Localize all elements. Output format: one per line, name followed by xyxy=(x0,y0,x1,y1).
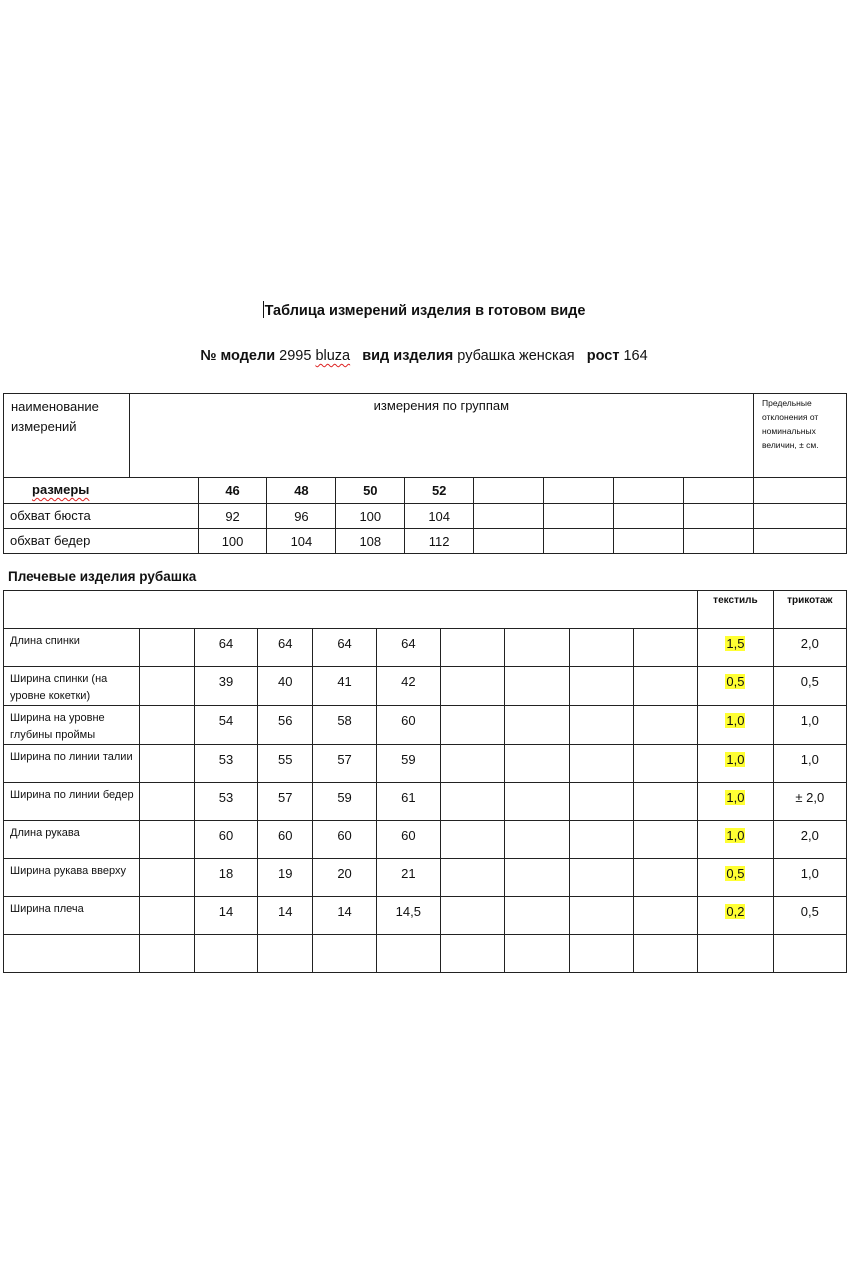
value-cell: 14 xyxy=(313,897,376,935)
row-label: обхват бедер xyxy=(4,529,199,554)
empty-cell xyxy=(440,667,504,706)
empty-cell xyxy=(505,629,569,667)
knit-cell: 2,0 xyxy=(773,821,846,859)
value-cell: 100 xyxy=(198,529,267,554)
value-cell: 14 xyxy=(194,897,257,935)
highlighted-value: 1,0 xyxy=(726,790,745,805)
header-name-cell: наименование измерений xyxy=(4,394,130,478)
knit-cell: 2,0 xyxy=(773,629,846,667)
table-header-row xyxy=(4,394,847,478)
empty-cell xyxy=(569,783,633,821)
value-cell: 60 xyxy=(376,706,440,745)
empty-cell xyxy=(698,935,773,973)
empty-cell xyxy=(569,745,633,783)
table-row xyxy=(4,706,847,745)
empty-cell xyxy=(633,897,697,935)
highlighted-value: 0,5 xyxy=(726,866,745,881)
empty-cell xyxy=(569,821,633,859)
value-cell: 60 xyxy=(313,821,376,859)
empty-cell xyxy=(440,783,504,821)
model-value: 2995 xyxy=(279,348,312,364)
empty-cell xyxy=(440,629,504,667)
sizes-row xyxy=(4,478,847,504)
type-label: вид изделия xyxy=(362,348,454,364)
value-cell: 61 xyxy=(376,783,440,821)
empty-cell xyxy=(139,783,194,821)
empty-cell xyxy=(684,504,754,529)
knit-cell: ± 2,0 xyxy=(773,783,846,821)
header-group-cell: измерения по группам xyxy=(129,394,753,478)
table-row xyxy=(4,859,847,897)
empty-cell xyxy=(773,935,846,973)
value-cell: 53 xyxy=(194,783,257,821)
empty-cell xyxy=(753,529,846,554)
model-code: bluza xyxy=(315,348,351,364)
empty-cell xyxy=(505,667,569,706)
empty-cell xyxy=(569,706,633,745)
value-cell: 39 xyxy=(194,667,257,706)
empty-cell xyxy=(474,504,544,529)
table-row xyxy=(4,745,847,783)
empty-cell xyxy=(139,629,194,667)
empty-cell xyxy=(194,935,257,973)
textile-cell xyxy=(698,859,773,897)
textile-cell xyxy=(698,706,773,745)
empty-cell xyxy=(569,667,633,706)
document-title: Таблица измерений изделия в готовом виде xyxy=(264,303,586,319)
empty-cell xyxy=(505,859,569,897)
knit-cell: 1,0 xyxy=(773,745,846,783)
row-label: обхват бюста xyxy=(4,504,199,529)
size-cell: 50 xyxy=(336,478,405,504)
row-label: Ширина плеча xyxy=(4,897,140,935)
highlighted-value: 0,2 xyxy=(726,904,745,919)
table-row xyxy=(4,897,847,935)
value-cell: 59 xyxy=(313,783,376,821)
knit-cell: 0,5 xyxy=(773,897,846,935)
highlighted-value: 1,0 xyxy=(726,713,745,728)
value-cell: 112 xyxy=(405,529,474,554)
textile-cell xyxy=(698,821,773,859)
empty-cell xyxy=(753,504,846,529)
empty-cell xyxy=(633,629,697,667)
textile-cell xyxy=(698,745,773,783)
row-label: Ширина спинки (на уровне кокетки) xyxy=(4,667,140,706)
empty-cell xyxy=(614,478,684,504)
value-cell: 18 xyxy=(194,859,257,897)
value-cell: 19 xyxy=(258,859,313,897)
textile-cell xyxy=(698,783,773,821)
empty-cell xyxy=(440,935,504,973)
empty-cell xyxy=(440,706,504,745)
header-empty-cell xyxy=(4,591,698,629)
empty-cell xyxy=(633,667,697,706)
value-cell: 60 xyxy=(258,821,313,859)
model-label: № модели xyxy=(200,348,276,364)
knit-cell: 1,0 xyxy=(773,706,846,745)
knit-cell: 0,5 xyxy=(773,667,846,706)
row-label: Длина спинки xyxy=(4,629,140,667)
empty-cell xyxy=(544,504,614,529)
value-cell: 60 xyxy=(376,821,440,859)
value-cell: 64 xyxy=(376,629,440,667)
size-cell: 52 xyxy=(405,478,474,504)
empty-cell xyxy=(139,859,194,897)
empty-cell xyxy=(505,935,569,973)
value-cell: 56 xyxy=(258,706,313,745)
value-cell: 58 xyxy=(313,706,376,745)
table-row xyxy=(4,529,847,554)
value-cell: 64 xyxy=(194,629,257,667)
empty-cell xyxy=(569,859,633,897)
empty-cell xyxy=(139,897,194,935)
row-label: Длина рукава xyxy=(4,821,140,859)
height-label: рост xyxy=(586,348,620,364)
empty-cell xyxy=(633,706,697,745)
empty-cell xyxy=(753,478,846,504)
value-cell: 64 xyxy=(313,629,376,667)
empty-cell xyxy=(544,478,614,504)
row-label: Ширина по линии бедер xyxy=(4,783,140,821)
textile-cell xyxy=(698,667,773,706)
empty-cell xyxy=(4,935,140,973)
row-label: Ширина по линии талии xyxy=(4,745,140,783)
table-row xyxy=(4,504,847,529)
table-row-empty xyxy=(4,935,847,973)
value-cell: 57 xyxy=(258,783,313,821)
value-cell: 104 xyxy=(405,504,474,529)
value-cell: 96 xyxy=(267,504,336,529)
header-textile: текстиль xyxy=(698,591,773,629)
model-line xyxy=(0,348,848,364)
value-cell: 14 xyxy=(258,897,313,935)
measurements-table xyxy=(3,590,847,973)
type-value: рубашка женская xyxy=(457,348,575,364)
empty-cell xyxy=(258,935,313,973)
value-cell: 21 xyxy=(376,859,440,897)
empty-cell xyxy=(614,529,684,554)
empty-cell xyxy=(505,821,569,859)
empty-cell xyxy=(569,935,633,973)
empty-cell xyxy=(569,897,633,935)
empty-cell xyxy=(474,478,544,504)
empty-cell xyxy=(139,935,194,973)
empty-cell xyxy=(440,745,504,783)
value-cell: 41 xyxy=(313,667,376,706)
empty-cell xyxy=(505,783,569,821)
value-cell: 53 xyxy=(194,745,257,783)
empty-cell xyxy=(139,821,194,859)
value-cell: 104 xyxy=(267,529,336,554)
empty-cell xyxy=(139,667,194,706)
empty-cell xyxy=(684,529,754,554)
empty-cell xyxy=(139,745,194,783)
value-cell: 92 xyxy=(198,504,267,529)
empty-cell xyxy=(684,478,754,504)
value-cell: 60 xyxy=(194,821,257,859)
empty-cell xyxy=(440,859,504,897)
empty-cell xyxy=(633,821,697,859)
empty-cell xyxy=(376,935,440,973)
size-cell: 46 xyxy=(198,478,267,504)
highlighted-value: 0,5 xyxy=(726,674,745,689)
empty-cell xyxy=(569,629,633,667)
empty-cell xyxy=(544,529,614,554)
value-cell: 108 xyxy=(336,529,405,554)
empty-cell xyxy=(633,859,697,897)
size-cell: 48 xyxy=(267,478,336,504)
value-cell: 59 xyxy=(376,745,440,783)
empty-cell xyxy=(633,745,697,783)
table-row xyxy=(4,783,847,821)
empty-cell xyxy=(614,504,684,529)
value-cell: 40 xyxy=(258,667,313,706)
empty-cell xyxy=(505,745,569,783)
value-cell: 55 xyxy=(258,745,313,783)
value-cell: 54 xyxy=(194,706,257,745)
table2-header-row xyxy=(4,591,847,629)
table-row xyxy=(4,821,847,859)
table-row xyxy=(4,629,847,667)
sizes-label-cell: размеры xyxy=(4,478,199,504)
value-cell: 14,5 xyxy=(376,897,440,935)
value-cell: 57 xyxy=(313,745,376,783)
empty-cell xyxy=(633,783,697,821)
text-cursor xyxy=(263,301,264,318)
header-knit: трикотаж xyxy=(773,591,846,629)
knit-cell: 1,0 xyxy=(773,859,846,897)
empty-cell xyxy=(440,821,504,859)
value-cell: 64 xyxy=(258,629,313,667)
textile-cell xyxy=(698,897,773,935)
header-deviation-cell: Предельные отклонения от номинальных величин, ± см. xyxy=(753,394,846,478)
empty-cell xyxy=(505,706,569,745)
empty-cell xyxy=(139,706,194,745)
height-value: 164 xyxy=(623,348,648,364)
table-row xyxy=(4,667,847,706)
textile-cell xyxy=(698,629,773,667)
empty-cell xyxy=(440,897,504,935)
empty-cell xyxy=(474,529,544,554)
row-label: Ширина рукава вверху xyxy=(4,859,140,897)
sizes-table xyxy=(3,393,847,554)
highlighted-value: 1,0 xyxy=(726,752,745,767)
value-cell: 42 xyxy=(376,667,440,706)
section-title: Плечевые изделия рубашка xyxy=(8,569,197,584)
empty-cell xyxy=(633,935,697,973)
highlighted-value: 1,5 xyxy=(726,636,745,651)
row-label: Ширина на уровне глубины проймы xyxy=(4,706,140,745)
empty-cell xyxy=(505,897,569,935)
value-cell: 100 xyxy=(336,504,405,529)
value-cell: 20 xyxy=(313,859,376,897)
empty-cell xyxy=(313,935,376,973)
highlighted-value: 1,0 xyxy=(726,828,745,843)
